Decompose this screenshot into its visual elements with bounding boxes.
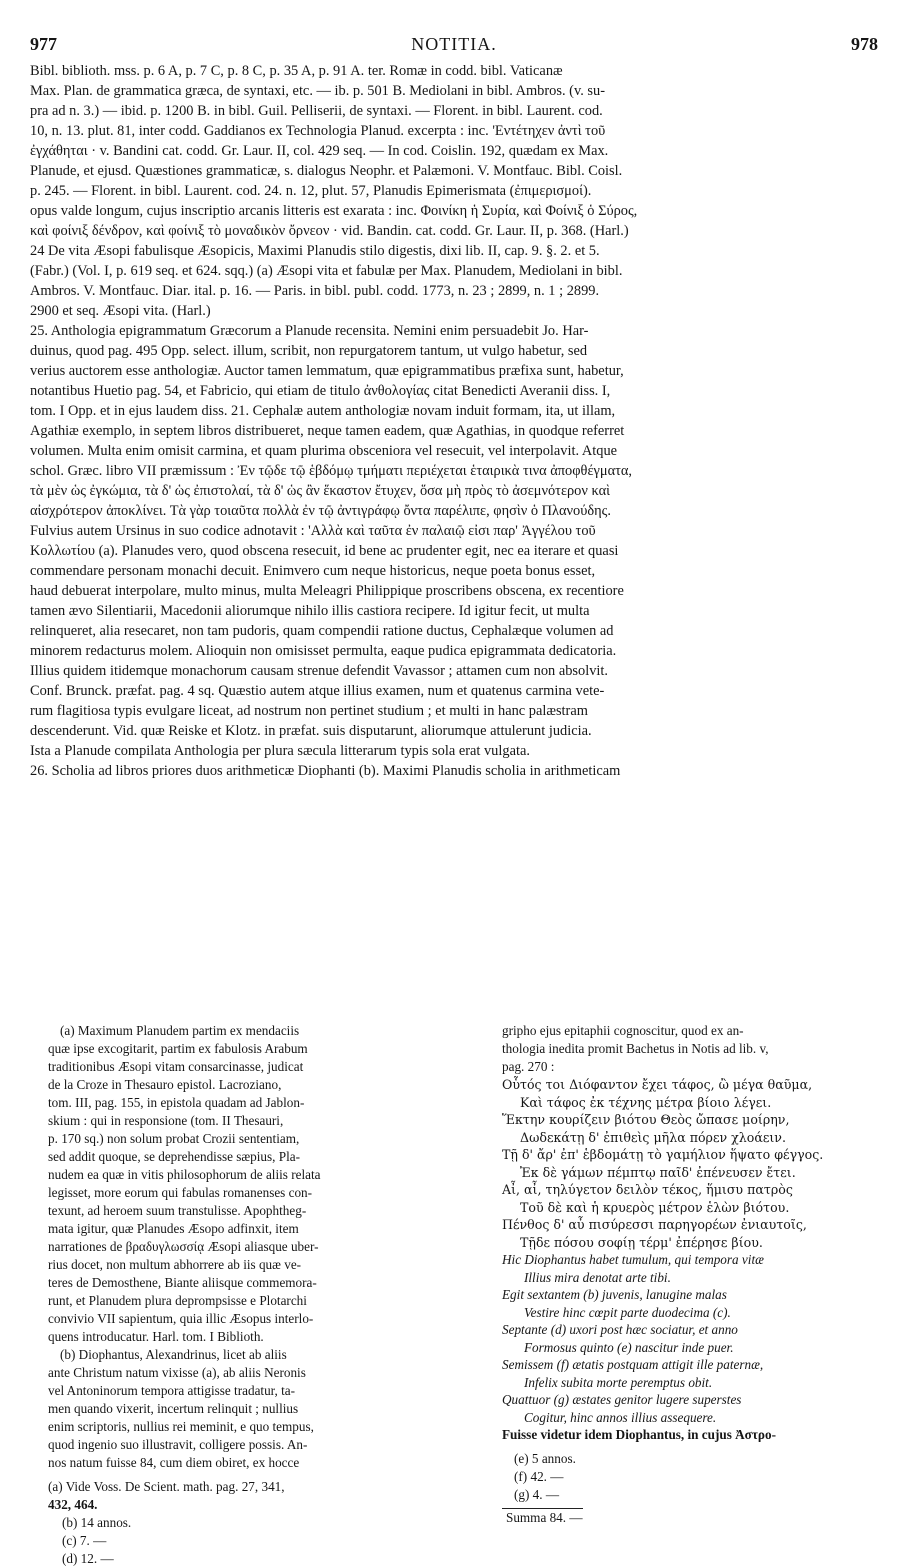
footnote-line: rius docet, non multum abhorrere ab iis quæ ve- [48,1257,302,1272]
text-line: Agathiæ exemplo, in septem libros distribueret, neque tamen eadem, quæ Agathias, in quodque referret [30,423,625,439]
greek-verse-line: Ἐκ δὲ γάμων πέμπτῳ παῖδ' ἐπένευσεν ἔτει. [520,1164,796,1180]
epitaph-intro [502,1022,894,1076]
right-page-number: 978 [851,34,878,54]
latin-verse-line: Hic Diophantus habet tumulum, qui tempora vitæ [502,1252,764,1267]
text-line: minorem redacturus molem. Alioquin non omisisset permulta, eaque pudica epigrammata dedicatoria. [30,643,617,659]
main-text-block [30,61,880,781]
footnote-line: gripho ejus epitaphii cognoscitur, quod ex an- [502,1023,744,1038]
subfootnote-line: Summa 84. — [502,1508,583,1527]
latin-verse-line: Quattuor (g) æstates genitor lugere superstes [502,1392,742,1407]
text-line: 24 De vita Æsopi fabulisque Æsopicis, Maximi Planudis stilo digestis, dixi lib. II, cap. 9. §. 2. et 5. [30,243,600,259]
text-line: (Fabr.) (Vol. I, p. 619 seq. et 624. sqq.) (a) Æsopi vita et fabulæ per Max. Planudem, Mediolani in bibl. [30,263,623,279]
footnote-line: texunt, ad heroem suum transtulisse. Apophtheg- [48,1203,307,1218]
left-page-number: 977 [30,34,57,54]
greek-verse-line: Οὗτός τοι Διόφαντον ἔχει τάφος, ὢ μέγα θαῦμα, [502,1077,813,1092]
footnote-line: legisset, more eorum qui fabulas romanenses con- [48,1185,313,1200]
text-line: schol. Græc. libro VII præmissum : Ἐν τῷδε τῷ ἑβδόμῳ τμήματι περιέχεται ἑταιρικὰ τινα ἀποφθέγματα, [30,463,633,479]
greek-verse-line: Ἕκτην κουρίζειν βιότου Θεὸς ὤπασε μοίρην, [502,1112,790,1127]
latin-verse-line: Vestire hinc cœpit parte duodecima (c). [524,1304,731,1320]
text-line: pra ad n. 3.) — ibid. p. 1200 B. in bibl. Guil. Pelliserii, de syntaxi. — Florent. in bibl. Laurent. cod. [30,103,603,119]
text-line: Ista a Planude compilata Anthologia per plura sæcula litterarum typis sola erat vulgata. [30,743,530,759]
text-line: opus valde longum, cujus inscriptio arcanis litteris est exarata : inc. Φοινίκη ἡ Συρία, καὶ Φοίνιξ ὁ Σύρος, [30,203,638,219]
text-line: Κολλωτίου (a). Planudes vero, quod obscena resecuit, id bene ac prudenter egit, nec ea iterare et quasi [30,543,619,559]
footnote-line: thologia inedita promit Bachetus in Notis ad lib. v, [502,1041,769,1056]
text-line: Fulvius autem Ursinus in suo codice adnotavit : 'Αλλὰ καὶ ταῦτα ἐν παλαιῷ εἰσι παρ' Ἀγγέλου τοῦ [30,523,596,539]
running-title: NOTITIA. [411,34,497,54]
text-line: haud debuerat interpolare, multo minus, multa Meleagri Philippique proscribens obscena, ex recentiore [30,583,624,599]
footnote-line: tom. III, pag. 155, in epistola quadam ad Jablon- [48,1095,305,1110]
subfootnote-line: (b) 14 annos. [62,1515,132,1530]
footnote-line: de la Croze in Thesauro epistol. Lacroziano, [48,1077,282,1092]
text-line: Max. Plan. de grammatica græca, de syntaxi, etc. — ib. p. 501 B. Mediolani in bibl. Ambros. (v. su- [30,83,605,99]
footnote-a-b-text [48,1022,484,1472]
greek-verse-line: Τῇδε πόσου σοφίῃ τέρμ' ἐπέρησε βίου. [520,1234,763,1250]
text-line: rum flagitiosa typis evulgare liceat, ad nostrum non pertinet studium ; et multi in hanc palæstram [30,703,588,719]
text-line: Planude, et ejusd. Quæstiones grammaticæ, s. dialogus Neophr. et Palæmoni. V. Montfauc. Bibl. Coisl. [30,163,623,179]
latin-verse-line: Septante (d) uxori post hæc sociatur, et anno [502,1322,738,1337]
greek-verse-line: Δωδεκάτῃ δ' ἐπιθεὶς μῆλα πόρεν χλοάειν. [520,1129,786,1145]
latin-verse-line: Formosus quinto (e) nascitur inde puer. [524,1339,734,1355]
footnote-line: skium : qui in responsione (tom. II Thesauri, [48,1113,284,1128]
text-line: 10, n. 13. plut. 81, inter codd. Gaddianos ex Technologia Planud. excerpta : inc. 'Εντέτηχεν ἀντὶ τοῦ [30,123,606,139]
footnote-line: quod ingenio suo illustravit, colligere possis. An- [48,1437,308,1452]
greek-verse-line: Τοῦ δὲ καὶ ἡ κρυερὸς μέτρον ἑλὼν βιότου. [520,1199,790,1215]
greek-verse-line: Αἶ, αἶ, τηλύγετον δειλὸν τέκος, ἥμισυ πατρὸς [502,1182,793,1197]
footnote-columns [30,1022,890,1566]
right-footnote-column [502,1022,894,1527]
footnote-line: vel Antoninorum tempora attigisse tradatur, ta- [48,1383,296,1398]
text-line: tom. I Opp. et in ejus laudem diss. 21. Cephalæ autem anthologiæ novam induit formam, ita, ut illam, [30,403,616,419]
text-line: καὶ φοίνιξ δένδρον, καὶ φοίνιξ τὸ μοναδικὸν ὄρνεον · vid. Bandin. cat. codd. Gr. Laur. II, p. 368. (Harl.) [30,223,629,239]
subfootnote-line: (f) 42. — [514,1469,564,1484]
text-line: ἐγχάθηται · v. Bandini cat. codd. Gr. Laur. II, col. 429 seq. — In cod. Coislin. 192, quædam ex Max. [30,143,609,159]
subfootnote-line: (d) 12. — [62,1551,114,1566]
latin-verse-line: Infelix subita morte peremptus obit. [524,1374,713,1390]
left-subfootnotes [48,1478,484,1568]
footnote-line: ante Christum natum vixisse (a), ab aliis Neronis [48,1365,306,1380]
subfootnote-line: (e) 5 annos. [514,1451,576,1466]
left-footnote-column [48,1022,484,1568]
page-header [30,34,878,56]
footnote-line: men quando vixerit, incertum relinquit ; nullius [48,1401,299,1416]
subfootnote-line: (g) 4. — [514,1487,560,1502]
latin-verse-line: Egit sextantem (b) juvenis, lanugine malas [502,1287,727,1302]
latin-epitaph [502,1251,894,1426]
text-line: Illius quidem itidemque monachorum causam strenue defendit Vavassor ; attamen cum non absolvit. [30,663,609,679]
diophantus-continuation: Fuisse videtur idem Diophantus, in cujus Ἀστρο- [502,1427,776,1442]
text-line: relinqueret, alia resecaret, non tam pudoris, quam compendii ratione ductus, Cephalæque volumen ad [30,623,614,639]
text-line: tamen ævo Silentiarii, Macedonii aliorumque nihilo illis castiora recipere. Id igitur fecit, ut multa [30,603,590,619]
footnote-line: traditionibus Æsopi vitam consarcinasse, judicat [48,1059,304,1074]
text-line: duinus, quod pag. 495 Opp. select. illum, scribit, non repurgatorem tantum, ut vulgo habetur, sed [30,343,588,359]
footnote-line: quæ ipse excogitarit, partim ex fabulosis Arabum [48,1041,308,1056]
text-line: Conf. Brunck. præfat. pag. 4 sq. Quæstio autem atque illius examen, num et quatenus carmina vete- [30,683,605,699]
text-line: αἰσχρότερον ἀποκλίνει. Τὰ γὰρ τοιαῦτα πολλὰ ἐν τῷ ἀντιγράφῳ ὄντα παρέλιπε, φησὶν ὁ Πλανούδης. [30,503,611,519]
text-line: 25. Anthologia epigrammatum Græcorum a Planude recensita. Nemini enim persuadebit Jo. Har- [30,323,589,339]
text-line: 26. Scholia ad libros priores duos arithmeticæ Diophanti (b). Maximi Planudis scholia in arithmeticam [30,763,621,779]
footnote-line: quens introducatur. Harl. tom. I Biblioth. [48,1329,264,1344]
text-line: verius auctorem esse anthologiæ. Auctor tamen lemmatum, quæ epigrammatibus præfixa sunt, habetur, [30,363,624,379]
greek-verse-line: Τῇ δ' ἄρ' ἐπ' ἑβδομάτῃ τὸ γαμήλιον ἥψατο φέγγος. [502,1147,824,1162]
footnote-line: p. 170 sq.) non solum probat Crozii sententiam, [48,1131,300,1146]
text-line: Ambros. V. Montfauc. Diar. ital. p. 16. — Paris. in bibl. publ. codd. 1773, n. 23 ; 2899, n. 1 ; 2899. [30,283,600,299]
latin-verse-line: Semissem (f) ætatis postquam attigit ille paternæ, [502,1357,764,1372]
footnote-line: (a) Maximum Planudem partim ex mendaciis [60,1023,300,1038]
footnote-line: (b) Diophantus, Alexandrinus, licet ab aliis [60,1347,287,1362]
footnote-line: sed addit quoque, se deprehendisse sæpius, Pla- [48,1149,300,1164]
text-line: p. 245. — Florent. in bibl. Laurent. cod. 24. n. 12, plut. 57, Planudis Epimerismata (ἐπιμερισμοί). [30,183,592,199]
footnote-line: teres de Demosthene, Biante aliisque commemora- [48,1275,317,1290]
footnote-line: enim scriptoris, nullius rei meminit, e quo tempus, [48,1419,314,1434]
greek-verse-line: Πένθος δ' αὖ πισύρεσσι παρηγορέων ἐνιαυτοῖς, [502,1217,807,1232]
right-subfootnotes [502,1450,894,1527]
subfootnote-line: 432, 464. [48,1497,98,1512]
text-line: commendare personam monachi decuit. Enimvero cum neque historicus, neque poeta bonus esset, [30,563,596,579]
latin-verse-line: Illius mira denotat arte tibi. [524,1269,671,1285]
text-line: Bibl. biblioth. mss. p. 6 A, p. 7 C, p. 8 C, p. 35 A, p. 91 A. ter. Romæ in codd. bibl. Vaticanæ [30,63,563,79]
text-line: notantibus Huetio pag. 54, et Fabricio, qui etiam de titulo ἀνθολογίας citat Benedicti Averanii diss. I, [30,383,611,399]
footnote-line: nudem ea quæ in vitis philosophorum de aliis relata [48,1167,321,1182]
text-line: volumen. Multa enim omisit carmina, et quam plurima obsceniora vel resecuit, vel interpolavit. Atque [30,443,618,459]
subfootnote-line: (c) 7. — [62,1533,107,1548]
footnote-line: runt, et Planudem plura deprompsisse e Plotarchi [48,1293,307,1308]
greek-epitaph [502,1076,894,1251]
footnote-line: convivio VII sapientum, quia illic Æsopus interlo- [48,1311,314,1326]
text-line: descenderunt. Vid. quæ Reiske et Klotz. in præfat. suis disputarunt, aliorumque attulerunt judicia. [30,723,592,739]
latin-verse-line: Cogitur, hinc annos illius assequere. [524,1409,717,1425]
subfootnote-line: (a) Vide Voss. De Scient. math. pag. 27, 341, [48,1479,285,1494]
footnote-line: pag. 270 : [502,1059,555,1074]
text-line: τὰ μὲν ὡς ἐγκώμια, τὰ δ' ὡς ἐπιστολαί, τὰ δ' ὡς ἂν ἕκαστον ἔτυχεν, ὅσα μὴ πρὸς τὸ ἀσεμνότερον καὶ [30,483,611,499]
footnote-line: narrationes de βραδυγλωσσίᾳ Æsopi aliasque uber- [48,1239,319,1254]
footnote-line: mata igitur, quæ Planudes Æsopo adfinxit, item [48,1221,299,1236]
footnote-line: nos natum fuisse 84, cum diem obiret, ex hocce [48,1455,300,1470]
greek-verse-line: Καὶ τάφος ἐκ τέχνης μέτρα βίοιο λέγει. [520,1094,772,1110]
text-line: 2900 et seq. Æsopi vita. (Harl.) [30,303,211,319]
